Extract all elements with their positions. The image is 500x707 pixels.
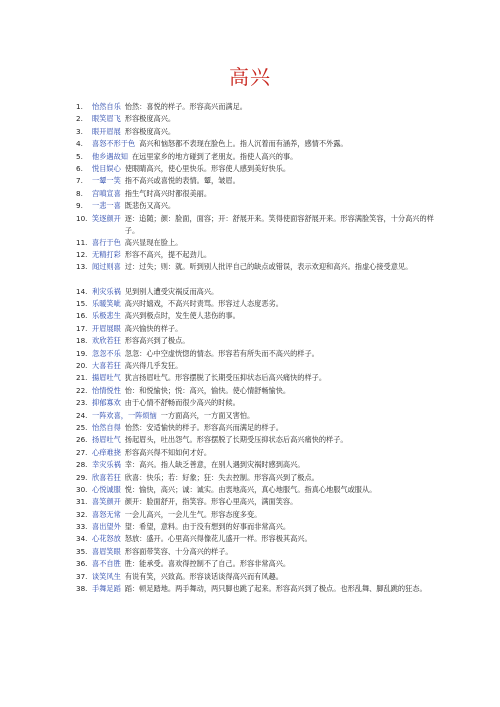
list-item [76, 422, 476, 434]
idiom-definition: 悦：愉快，高兴；诚：诚实。由衷地高兴，真心地服气。指真心地服气或服从。 [124, 484, 377, 494]
list-item [76, 298, 476, 310]
item-number: 12. [76, 250, 88, 260]
item-number: 7. [76, 176, 83, 186]
idiom-definition: 指不高兴或喜悦的表情。颦，皱眉。 [124, 176, 240, 186]
idiom-term: 欢欣若狂 [92, 336, 121, 346]
item-number: 31. [76, 497, 88, 507]
idiom-term: 抑郁寡欢 [92, 398, 121, 408]
list-item [76, 434, 476, 446]
idiom-list [76, 101, 476, 607]
item-number: 18. [76, 336, 88, 346]
list-item [76, 237, 476, 249]
idiom-definition: 高兴到极点时，发生使人悲伤的事。 [124, 311, 240, 321]
item-number: 15. [76, 299, 88, 309]
item-number: 20. [76, 361, 88, 371]
idiom-term: 怡然自乐 [92, 102, 121, 111]
idiom-definition: 幸：高兴。指人缺乏善意，在别人遇到灾祸时感到高兴。 [124, 460, 305, 470]
item-number: 34. [76, 534, 88, 544]
item-number: 30. [76, 484, 88, 494]
item-number: 28. [76, 460, 88, 470]
idiom-term: 悦目娱心 [92, 163, 121, 173]
idiom-term: 一阵欢喜，一阵烦恼 [92, 410, 157, 420]
idiom-term: 眼笑眉飞 [92, 114, 121, 124]
idiom-definition: 高兴愉快的样子。 [124, 323, 183, 333]
item-number: 29. [76, 472, 88, 482]
idiom-definition: 颜开：脸面舒开，指笑容。形容心里高兴，满面笑容。 [124, 497, 298, 507]
item-number: 1. [76, 102, 83, 111]
idiom-term: 开眉展眼 [92, 323, 121, 333]
idiom-definition: 形容不高兴，提不起劲儿。 [124, 250, 212, 260]
list-item [76, 546, 476, 558]
idiom-term: 手舞足蹈 [92, 584, 121, 594]
item-number: 9. [76, 201, 83, 211]
item-number: 24. [76, 410, 88, 420]
idiom-definition: 高兴显现在脸上。 [124, 237, 183, 247]
item-number: 32. [76, 509, 88, 519]
list-item [76, 101, 476, 113]
list-item [76, 484, 476, 496]
idiom-definition: 高兴和恼怒都不表现在脸色上。指人沉着而有涵养，感情不外露。 [139, 139, 348, 149]
item-number: 35. [76, 546, 88, 556]
item-number: 19. [76, 348, 88, 358]
item-number: 25. [76, 422, 88, 432]
list-item [76, 113, 476, 125]
list-item [76, 188, 476, 200]
list-item [76, 348, 476, 360]
item-number: 11. [76, 237, 88, 247]
idiom-term: 乐极悲生 [92, 311, 121, 321]
item-number: 22. [76, 385, 88, 395]
idiom-term: 揚眉吐气 [92, 373, 121, 383]
list-item [76, 323, 476, 335]
idiom-term: 喜笑颜开 [92, 497, 121, 507]
idiom-term: 无精打彩 [92, 250, 121, 260]
idiom-definition: 形容面带笑容、十分高兴的样子。 [124, 546, 233, 556]
idiom-term: 心痒难挠 [92, 447, 121, 457]
list-item [76, 533, 476, 545]
idiom-definition: 形容高兴到了极点。 [124, 336, 190, 346]
idiom-term: 他乡遇故知 [92, 151, 128, 161]
idiom-term: 喜不自胜 [92, 559, 121, 569]
item-number: 4. [76, 139, 83, 149]
idiom-term: 忽忽不乐 [92, 348, 121, 358]
list-item [76, 175, 476, 187]
idiom-term: 大喜若狂 [92, 361, 121, 371]
list-item [76, 583, 476, 607]
item-number: 26. [76, 435, 88, 445]
item-number: 17. [76, 323, 88, 333]
idiom-definition: 怡然：喜悦的样子。形容高兴而满足。 [124, 102, 247, 111]
idiom-term: 喜怒无常 [92, 509, 121, 519]
item-number: 36. [76, 559, 88, 569]
idiom-term: 怡然自得 [92, 422, 121, 432]
idiom-term: 幸灾乐祸 [92, 460, 121, 470]
idiom-definition: 望：希望，意料。由于没有想到的好事而非常高兴。 [124, 522, 291, 532]
list-item [76, 163, 476, 175]
idiom-definition: 高兴得几乎发狂。 [124, 361, 183, 371]
item-number: 2. [76, 114, 83, 124]
idiom-term: 心悦诚服 [92, 484, 121, 494]
idiom-definition: 由于心情不舒畅而很少高兴的时候。 [124, 398, 240, 408]
idiom-definition: 怡然：安适愉快的样子。形容高兴而满足的样子。 [124, 422, 283, 432]
idiom-definition: 犹言扬眉吐气。形容摆脱了长期受压抑状态后高兴痛快的样子。 [124, 373, 327, 383]
list-item [76, 521, 476, 533]
idiom-definition: 形容极度高兴。 [124, 114, 176, 124]
list-item [76, 571, 476, 583]
item-number: 6. [76, 163, 83, 173]
list-item [76, 261, 476, 285]
list-item [76, 558, 476, 570]
idiom-definition: 蹈：顿足踏地。两手舞动，两只脚也跳了起来。形容高兴到了极点。也形乱舞、脚乱跳的狂态。 [124, 584, 427, 594]
idiom-term: 欣喜若狂 [92, 472, 121, 482]
list-item [76, 213, 476, 237]
idiom-term: 利灾乐祸 [92, 286, 121, 296]
idiom-definition: 既悲伤又高兴。 [124, 201, 176, 211]
item-number: 5. [76, 151, 83, 161]
idiom-definition: 高兴时嬉戏，不高兴时责骂。形容过人态度恶劣。 [124, 299, 283, 309]
idiom-term: 闻过则喜 [92, 262, 121, 272]
list-item [76, 372, 476, 384]
idiom-term: 扬眉吐气 [92, 435, 121, 445]
item-number: 37. [76, 571, 88, 581]
list-item [76, 459, 476, 471]
list-item [76, 385, 476, 397]
idiom-term: 一颦一笑 [92, 176, 121, 186]
idiom-definition: 扬起眉头，吐出怨气。形容摆脱了长期受压抑状态后高兴痛快的样子。 [124, 435, 348, 445]
idiom-definition: 欣喜：快乐；若：好象；狂：失去控制。形容高兴到了极点。 [124, 472, 319, 482]
idiom-term: 眼开眉展 [92, 126, 121, 136]
idiom-definition: 胜：能承受。喜欢得控制不了自己。形容非常高兴。 [124, 559, 291, 569]
idiom-definition: 形容高兴得不知如何才好。 [124, 447, 212, 457]
idiom-definition: 指生气时高兴时都很美丽。 [124, 188, 212, 198]
list-item [76, 509, 476, 521]
list-item [76, 151, 476, 163]
idiom-definition: 忽忽：心中空虚恍惚的情态。形容若有所失而不高兴的样子。 [124, 348, 319, 358]
idiom-term: 心花怒放 [92, 534, 121, 544]
item-number: 13. [76, 262, 88, 272]
idiom-term: 一悲一喜 [92, 201, 121, 211]
list-item [76, 397, 476, 409]
idiom-definition: 过：过失；则：就。听到别人批评自己的缺点或错误，表示欢迎和高兴。指虚心接受意见。 [124, 262, 413, 272]
idiom-definition: 一方面高兴，一方面又害怕。 [160, 410, 255, 420]
list-item [76, 410, 476, 422]
idiom-definition: 有说有笑，兴致高。形容谈话谈得高兴而有风趣。 [124, 571, 283, 581]
idiom-term: 宫嗔宣喜 [92, 188, 121, 198]
idiom-definition: 怡：和悦愉快；悦：高兴，愉快。使心情舒畅愉快。 [124, 385, 291, 395]
idiom-term: 喜怒不形于色 [92, 139, 136, 149]
list-item [76, 472, 476, 484]
item-number: 23. [76, 398, 88, 408]
idiom-term: 喜行于色 [92, 237, 121, 247]
item-number: 10. [76, 213, 88, 223]
list-item [76, 286, 476, 298]
list-item [76, 360, 476, 372]
item-number: 3. [76, 126, 83, 136]
idiom-term: 喜出望外 [92, 522, 121, 532]
item-number: 14. [76, 286, 88, 296]
idiom-definition: 逐：追随；颜：脸面，面容；开：舒展开来。笑得使面容舒展开来。形容满脸笑容，十分高兴的样子。 [124, 213, 434, 235]
idiom-term: 谈笑风生 [92, 571, 121, 581]
idiom-definition: 一会儿高兴，一会儿生气。形容态度多变。 [124, 509, 262, 519]
idiom-term: 怡情悦性 [92, 385, 121, 395]
idiom-definition: 见到别人遭受灾祸反而高兴。 [124, 286, 219, 296]
idiom-definition: 怒放：盛开。心里高兴得像花儿盛开一样。形容极其高兴。 [124, 534, 312, 544]
idiom-term: 乐暖笑呲 [92, 299, 121, 309]
list-item [76, 310, 476, 322]
list-item [76, 335, 476, 347]
item-number: 27. [76, 447, 88, 457]
page-title: 高兴 [229, 65, 271, 89]
list-item [76, 200, 476, 212]
list-item [76, 126, 476, 138]
list-item [76, 138, 476, 150]
list-item [76, 249, 476, 261]
idiom-definition: 在远里家乡的地方碰到了老朋友。指使人高兴的事。 [131, 151, 298, 161]
item-number: 38. [76, 584, 88, 594]
list-item [76, 447, 476, 459]
idiom-term: 笑逐颜开 [92, 213, 121, 223]
item-number: 16. [76, 311, 88, 321]
idiom-definition: 形容极度高兴。 [124, 126, 176, 136]
idiom-term: 喜眉笑眼 [92, 546, 121, 556]
idiom-definition: 使眼睛高兴，使心里快乐。形容使人感到美好快乐。 [124, 163, 291, 173]
list-item [76, 496, 476, 508]
item-number: 33. [76, 522, 88, 532]
item-number: 8. [76, 188, 83, 198]
item-number: 21. [76, 373, 88, 383]
